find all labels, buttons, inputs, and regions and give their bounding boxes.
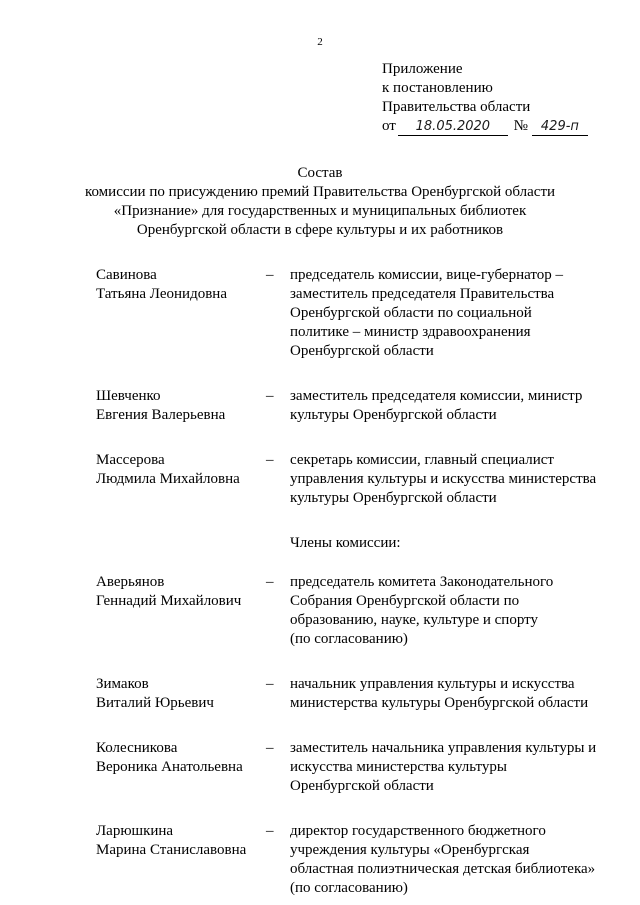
member-name	[96, 675, 266, 713]
member-entry	[96, 739, 616, 796]
member-dash: –	[266, 388, 274, 404]
member-surname: Шевченко	[96, 388, 161, 404]
member-given-name: Марина Станиславовна	[96, 842, 247, 858]
member-dash: –	[266, 452, 274, 468]
member-surname: Ларюшкина	[96, 823, 174, 839]
member-dash: –	[266, 676, 274, 692]
member-surname: Массерова	[96, 452, 165, 468]
title-line-3: «Признание» для государственных и муниципальных библиотек	[113, 203, 527, 219]
member-name	[96, 573, 266, 649]
member-dash: –	[266, 740, 274, 756]
document-title	[0, 164, 640, 240]
member-dash: –	[266, 574, 274, 590]
member-role: председатель комитета Законодательного Собрания Оренбургской области по образованию, науке, культуре и спорту (по согласованию)	[290, 574, 554, 647]
member-role: секретарь комиссии, главный специалист управления культуры и искусства министерства культуры Оренбургской области	[290, 452, 597, 506]
member-entry	[96, 822, 616, 898]
member-given-name: Геннадий Михайлович	[96, 593, 242, 609]
member-role: директор государственного бюджетного учреждения культуры «Оренбургская областная полиэтническая детская библиотека» (по согласованию)	[290, 823, 596, 896]
member-given-name: Евгения Валерьевна	[96, 407, 226, 423]
title-line-2: комиссии по присуждению премий Правительства Оренбургской области	[84, 184, 556, 200]
page-number: 2	[317, 36, 323, 48]
member-name	[96, 451, 266, 508]
member-dash: –	[266, 267, 274, 283]
appendix-title: Приложение	[382, 61, 463, 77]
member-name	[96, 822, 266, 898]
appendix-issuer: Правительства области	[382, 99, 531, 115]
member-name	[96, 266, 266, 361]
handwritten-date: 18.05.2020	[398, 119, 508, 136]
appendix-date-line	[382, 118, 588, 134]
member-name	[96, 739, 266, 796]
member-surname: Аверьянов	[96, 574, 165, 590]
commission-composition	[96, 266, 616, 898]
member-entry	[96, 387, 616, 425]
member-role: заместитель председателя комиссии, министр культуры Оренбургской области	[290, 388, 583, 423]
member-surname: Колесникова	[96, 740, 178, 756]
title-line-4: Оренбургской области в сфере культуры и их работников	[136, 222, 504, 238]
handwritten-number: 429-п	[532, 119, 588, 136]
member-given-name: Виталий Юрьевич	[96, 695, 214, 711]
member-entry	[96, 266, 616, 361]
member-surname: Зимаков	[96, 676, 149, 692]
member-surname: Савинова	[96, 267, 157, 283]
members-heading: Члены комиссии:	[290, 535, 401, 551]
member-entry	[96, 573, 616, 649]
date-prefix: от	[382, 118, 396, 134]
member-role: начальник управления культуры и искусства министерства культуры Оренбургской области	[290, 676, 589, 711]
member-given-name: Татьяна Леонидовна	[96, 286, 227, 302]
member-entry	[96, 451, 616, 508]
member-entry	[96, 675, 616, 713]
appendix-block	[382, 60, 588, 136]
member-given-name: Людмила Михайловна	[96, 471, 240, 487]
member-given-name: Вероника Анатольевна	[96, 759, 243, 775]
title-line-1: Состав	[297, 165, 343, 181]
number-prefix: №	[513, 118, 528, 134]
appendix-reference: к постановлению	[382, 80, 493, 96]
member-role: заместитель начальника управления культуры и искусства министерства культуры Оренбургской области	[290, 740, 597, 794]
member-dash: –	[266, 823, 274, 839]
member-role: председатель комиссии, вице-губернатор – заместитель председателя Правительства Оренбургской области по социальной политике – министр здравоохранения Оренбургской области	[290, 267, 563, 359]
member-name	[96, 387, 266, 425]
